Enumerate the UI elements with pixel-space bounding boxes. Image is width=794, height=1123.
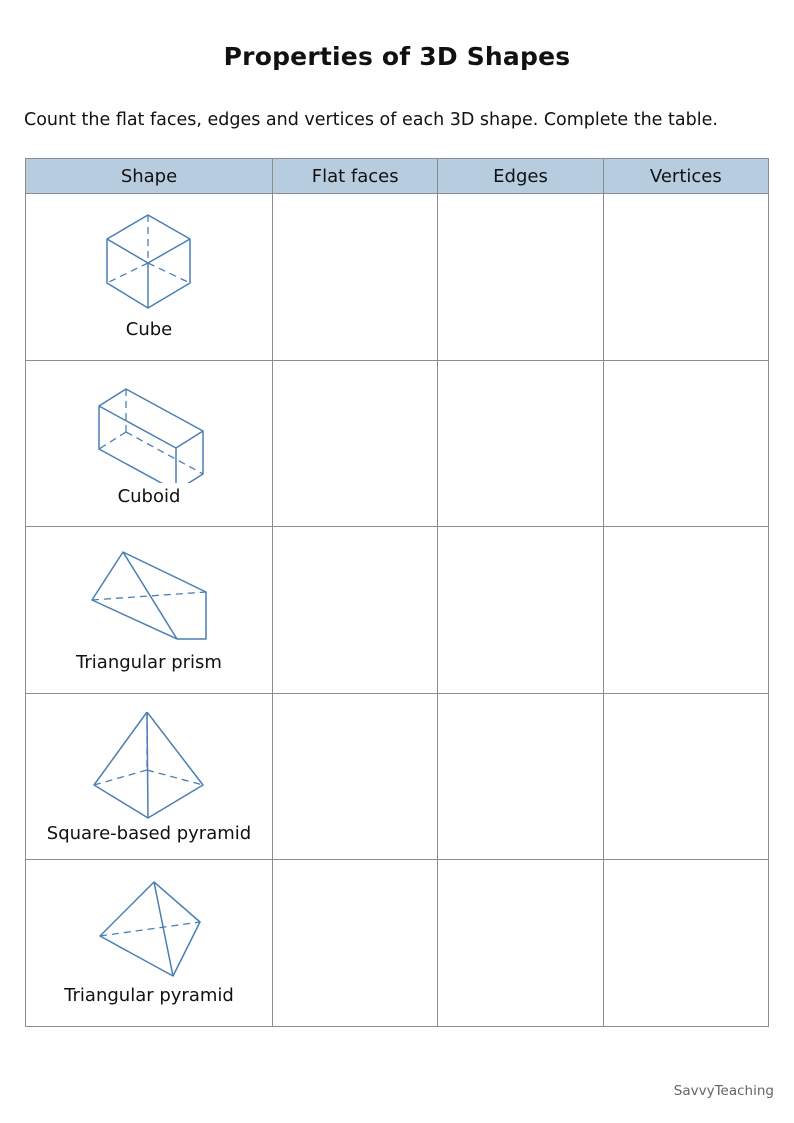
cube-icon bbox=[99, 212, 199, 316]
table-row-square-based-pyramid bbox=[26, 693, 769, 860]
shape-cell bbox=[26, 194, 273, 361]
vertices-cell[interactable] bbox=[603, 527, 768, 694]
triangular-prism-icon bbox=[89, 545, 209, 649]
shape-label: Triangular pyramid bbox=[64, 985, 234, 1006]
square-based-pyramid-icon bbox=[89, 712, 209, 820]
table-row-triangular-pyramid bbox=[26, 860, 769, 1027]
table-row-cube bbox=[26, 194, 769, 361]
shape-label: Square-based pyramid bbox=[46, 822, 252, 844]
header-edges: Edges bbox=[438, 159, 603, 194]
edges-cell[interactable] bbox=[438, 360, 603, 527]
flat-faces-cell[interactable] bbox=[273, 194, 438, 361]
page-title: Properties of 3D Shapes bbox=[223, 42, 571, 71]
edges-cell[interactable] bbox=[438, 194, 603, 361]
table-header-row bbox=[26, 159, 769, 194]
shape-cell bbox=[26, 527, 273, 694]
flat-faces-cell[interactable] bbox=[273, 693, 438, 860]
header-vertices: Vertices bbox=[603, 159, 768, 194]
cuboid-icon bbox=[89, 379, 209, 483]
table-row-triangular-prism bbox=[26, 527, 769, 694]
shape-label: Cuboid bbox=[117, 485, 181, 507]
vertices-cell[interactable] bbox=[603, 360, 768, 527]
flat-faces-cell[interactable] bbox=[273, 860, 438, 1027]
triangular-pyramid-icon bbox=[96, 878, 202, 982]
edges-cell[interactable] bbox=[438, 527, 603, 694]
instructions-text: Count the flat faces, edges and vertices of each 3D shape. Complete the table. bbox=[24, 110, 718, 130]
vertices-cell[interactable] bbox=[603, 693, 768, 860]
flat-faces-cell[interactable] bbox=[273, 527, 438, 694]
shape-cell bbox=[26, 693, 273, 860]
shape-cell bbox=[26, 860, 273, 1027]
shape-label: Cube bbox=[125, 319, 173, 340]
vertices-cell[interactable] bbox=[603, 194, 768, 361]
properties-table bbox=[25, 158, 769, 1027]
shape-cell bbox=[26, 360, 273, 527]
shape-label: Triangular prism bbox=[76, 652, 222, 673]
header-shape: Shape bbox=[26, 159, 273, 194]
edges-cell[interactable] bbox=[438, 860, 603, 1027]
table-row-cuboid bbox=[26, 360, 769, 527]
flat-faces-cell[interactable] bbox=[273, 360, 438, 527]
edges-cell[interactable] bbox=[438, 693, 603, 860]
footer-brand: SavvyTeaching bbox=[673, 1083, 774, 1099]
header-flat-faces: Flat faces bbox=[273, 159, 438, 194]
vertices-cell[interactable] bbox=[603, 860, 768, 1027]
